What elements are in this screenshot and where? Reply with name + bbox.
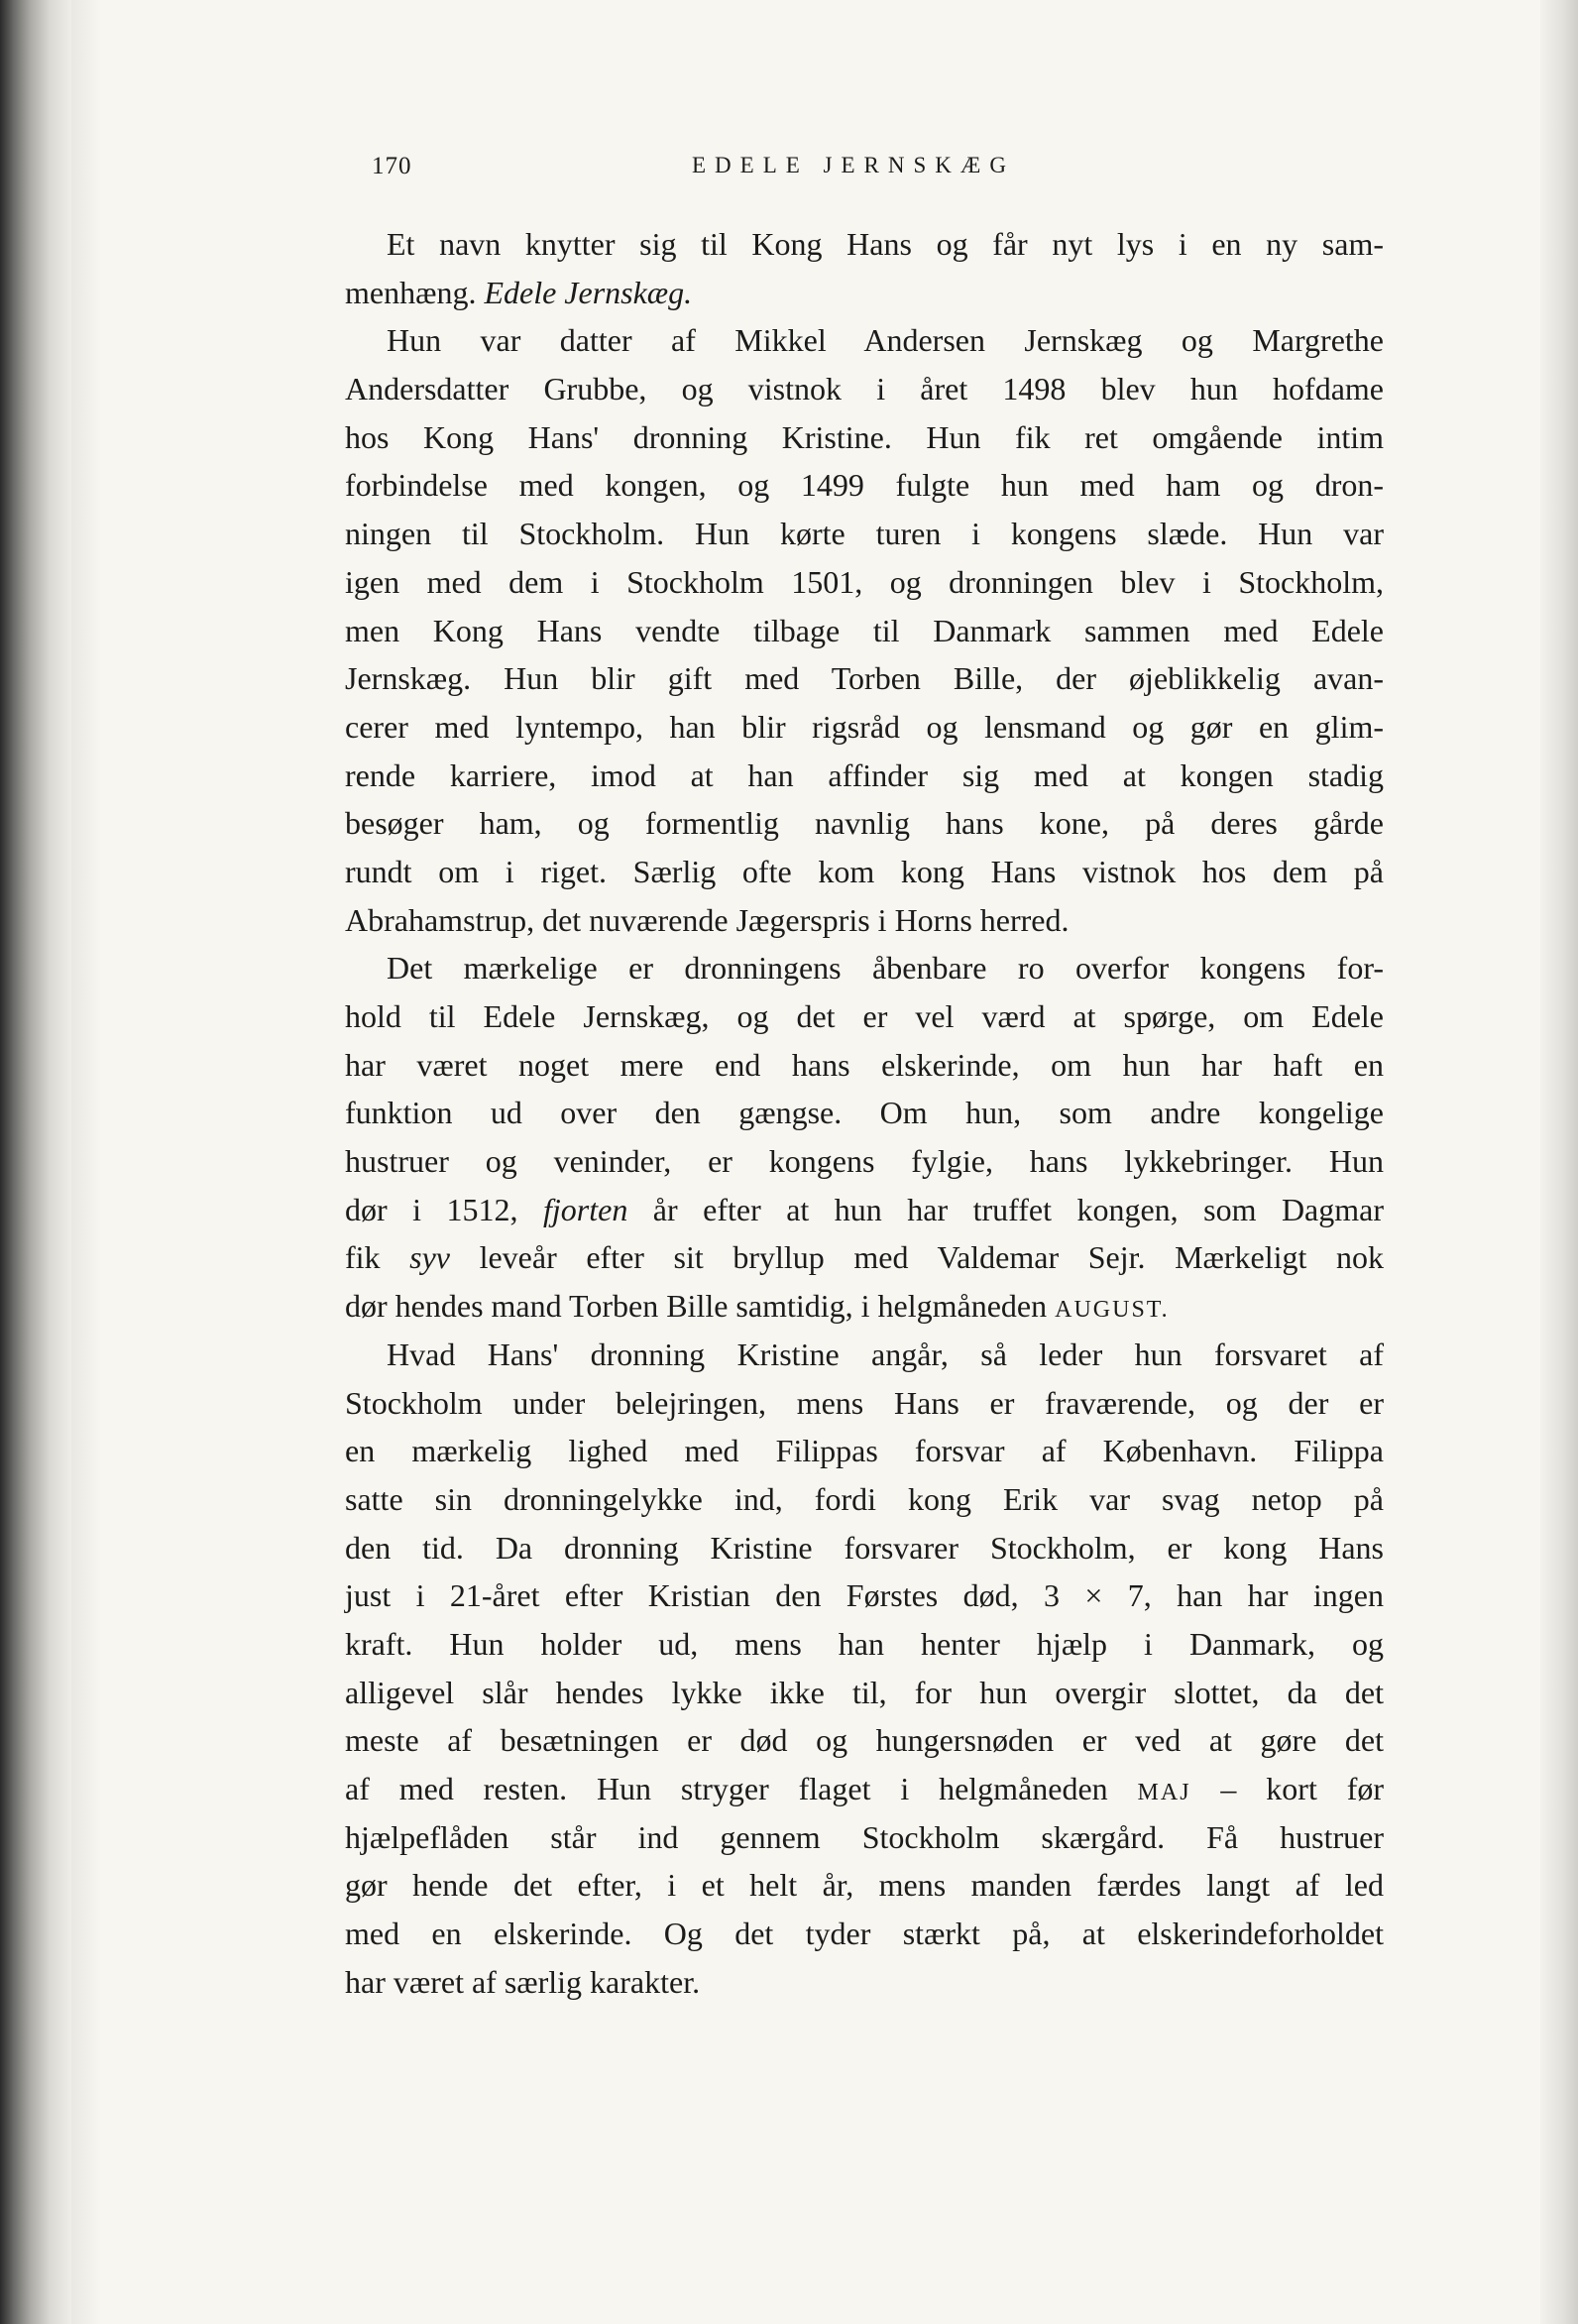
text-line [345, 316, 1384, 365]
text-run: har været noget mere end hans elskerinde, om hun har haft en [345, 1046, 1384, 1083]
paragraph [345, 316, 1384, 944]
text-line [345, 1282, 1384, 1331]
text-run: dør hendes mand Torben Bille samtidig, i helgmåneden [345, 1288, 1056, 1325]
gutter-shadow [71, 0, 101, 2324]
text-run: dør i 1512, [345, 1191, 543, 1227]
text-line [345, 992, 1384, 1041]
body-text [345, 220, 1384, 2006]
text-run: men Kong Hans vendte tilbage til Danmark sammen med Edele [345, 612, 1384, 648]
text-run: en mærkelig lighed med Filippas forsvar af København. Filippa [345, 1433, 1384, 1469]
text-run: Et navn knytter sig til Kong Hans og får nyt lys i en ny sam- [387, 226, 1384, 262]
text-line [345, 461, 1384, 510]
text-run: år efter at hun har truffet kongen, som Dagmar [627, 1191, 1385, 1227]
text-run: hjælpeflåden står ind gennem Stockholm skærgård. Få hustruer [345, 1818, 1384, 1855]
text-line [345, 510, 1384, 558]
text-line [345, 1861, 1384, 1910]
text-run: alligevel slår hendes lykke ikke til, for hun overgir slottet, da det [345, 1674, 1384, 1710]
text-run: leveår efter sit bryllup med Valdemar Sejr. Mærkeligt nok [450, 1239, 1385, 1276]
text-line [345, 1186, 1384, 1234]
text-line [345, 1475, 1384, 1524]
text-line [345, 607, 1384, 655]
text-line [345, 1571, 1384, 1620]
text-line [345, 1331, 1384, 1379]
text-run: af med resten. Hun stryger flaget i helgmåneden [345, 1771, 1138, 1806]
text-line [345, 1620, 1384, 1669]
text-line [345, 848, 1384, 896]
text-run: besøger ham, og formentlig navnlig hans kone, på deres gårde [345, 805, 1384, 842]
text-line [345, 1041, 1384, 1090]
text-run: satte sin dronningelykke ind, fordi kong Erik var svag netop på [345, 1480, 1384, 1517]
italic-text: Edele Jernskæg. [484, 274, 693, 310]
text-run: den tid. Da dronning Kristine forsvarer Stockholm, er kong Hans [345, 1529, 1384, 1566]
text-line [345, 365, 1384, 413]
text-line [345, 896, 1384, 945]
text-run: rende karriere, imod at han affinder sig med at kongen stadig [345, 756, 1384, 793]
chapter-title: EDELE JERNSKÆG [692, 153, 1015, 177]
text-run: Hun var datter af Mikkel Andersen Jernskæg og Margrethe [387, 322, 1384, 359]
text-line [345, 1765, 1384, 1813]
text-line [345, 944, 1384, 992]
text-line [345, 1137, 1384, 1186]
text-line [345, 1669, 1384, 1717]
text-run: cerer med lyntempo, han blir rigsråd og lensmand og gør en glim- [345, 708, 1384, 745]
text-line [345, 654, 1384, 703]
paragraph [345, 220, 1384, 316]
text-line [345, 1716, 1384, 1765]
text-line [345, 1379, 1384, 1428]
page-number: 170 [372, 153, 412, 179]
text-line [345, 1524, 1384, 1572]
text-run: igen med dem i Stockholm 1501, og dronningen blev i Stockholm, [345, 563, 1384, 600]
text-line [345, 752, 1384, 800]
text-run: hold til Edele Jernskæg, og det er vel værd at spørge, om Edele [345, 998, 1384, 1034]
text-run: Abrahamstrup, det nuværende Jægerspris i Horns herred. [345, 901, 1070, 938]
text-run: kraft. Hun holder ud, mens han henter hjælp i Danmark, og [345, 1625, 1384, 1662]
text-line [345, 703, 1384, 752]
text-line [345, 1813, 1384, 1862]
text-run: med en elskerinde. Og det tyder stærkt på, at elskerindeforholdet [345, 1916, 1384, 1952]
paragraph [345, 1331, 1384, 2007]
text-line [345, 1089, 1384, 1137]
running-head [372, 153, 1363, 192]
text-line [345, 558, 1384, 607]
text-run: ningen til Stockholm. Hun kørte turen i kongens slæde. Hun var [345, 516, 1384, 552]
text-run: hos Kong Hans' dronning Kristine. Hun fik ret omgående intim [345, 418, 1384, 455]
page-edge [1540, 0, 1578, 2324]
text-run: rundt om i riget. Særlig ofte kom kong Hans vistnok hos dem på [345, 853, 1384, 889]
text-line [345, 799, 1384, 848]
paragraph [345, 944, 1384, 1331]
text-run: meste af besætningen er død og hungersnøden er ved at gøre det [345, 1722, 1384, 1759]
text-line [345, 1910, 1384, 1958]
italic-text: syv [409, 1239, 450, 1276]
small-caps-text: MAJ [1137, 1780, 1191, 1805]
text-run: – kort før [1190, 1771, 1385, 1806]
text-line [345, 220, 1384, 269]
text-run: Jernskæg. Hun blir gift med Torben Bille, der øjeblikkelig avan- [345, 660, 1384, 697]
text-line [345, 1233, 1384, 1282]
text-line [345, 1958, 1384, 2007]
italic-text: fjorten [542, 1191, 628, 1227]
text-run: menhæng. [345, 274, 485, 310]
text-run: gør hende det efter, i et helt år, mens manden færdes langt af led [345, 1867, 1384, 1904]
text-run: Andersdatter Grubbe, og vistnok i året 1498 blev hun hofdame [345, 371, 1384, 407]
text-run: funktion ud over den gængse. Om hun, som andre kongelige [345, 1095, 1384, 1131]
book-binding-edge [0, 0, 71, 2324]
text-run: fik [345, 1239, 410, 1276]
text-run: forbindelse med kongen, og 1499 fulgte hun med ham og dron- [345, 467, 1384, 504]
text-run: Hvad Hans' dronning Kristine angår, så leder hun forsvaret af [387, 1336, 1384, 1372]
text-line [345, 1427, 1384, 1475]
text-run: Det mærkelige er dronningens åbenbare ro overfor kongens for- [387, 950, 1384, 987]
text-line [345, 413, 1384, 462]
text-line [345, 269, 1384, 317]
text-run: Stockholm under belejringen, mens Hans er fraværende, og der er [345, 1384, 1384, 1421]
text-run: just i 21-året efter Kristian den Førstes død, 3 × 7, han har ingen [345, 1577, 1384, 1614]
text-run: har været af særlig karakter. [345, 1963, 701, 2000]
text-run: hustruer og veninder, er kongens fylgie, hans lykkebringer. Hun [345, 1143, 1384, 1180]
small-caps-text: AUGUST. [1055, 1297, 1170, 1324]
